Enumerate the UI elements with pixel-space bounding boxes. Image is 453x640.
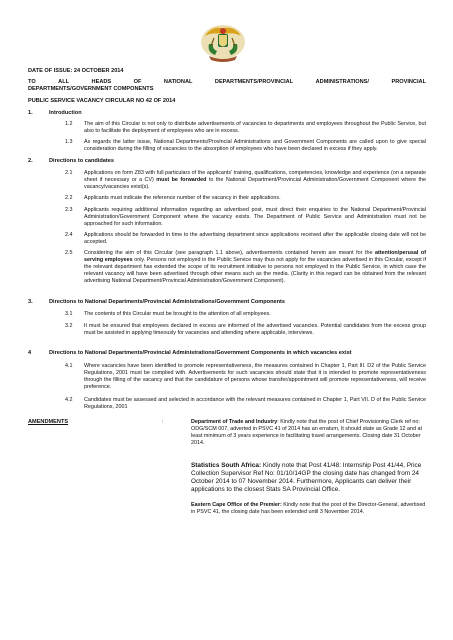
date-of-issue: DATE OF ISSUE: 24 OCTOBER 2014: [28, 68, 124, 74]
paragraph-2-3: Applicants requiring additional information regarding an advertised post, must direct their enquiries to the National Department/Provincial Administration/Government Component where the vacancy exists. The Department of Public Service and Administration must not be approached for such information.: [84, 207, 426, 228]
section-1-number: 1.: [28, 110, 33, 116]
paragraph-3-1: The contents of this Circular must be brought to the attention of all employees.: [84, 311, 271, 317]
addressee-word: ALL: [58, 79, 70, 85]
addressee-word: PROVINCIAL: [391, 79, 426, 85]
paragraph-number: 3.2: [65, 323, 73, 329]
addressee-word: TO: [28, 79, 36, 85]
amendment-item: [191, 419, 427, 447]
addressee-word: DEPARTMENTS/PROVINCIAL: [214, 79, 294, 85]
paragraph-2-1: [84, 170, 426, 191]
paragraph-number: 4.1: [65, 363, 73, 369]
paragraph-number: 4.2: [65, 397, 73, 403]
amendments-label: AMENDMENTS: [28, 419, 69, 425]
amendment-department: Department of Trade and Industry: [191, 419, 278, 425]
amendment-department: Eastern Cape Office of the Premier:: [191, 502, 282, 508]
addressee-line: [28, 79, 426, 86]
paragraph-2-4: Applications should be forwarded in time to the advertising department since applications received after the applicable closing date will not be accepted.: [84, 232, 426, 246]
paragraph-1-3: As regards the latter issue, National Departments/Provincial Administrations and Government Components are called upon to give special consideration during the filling of vacancies to the absorption of employees who have been declared in excess if they apply.: [84, 139, 426, 153]
paragraph-number: 3.1: [65, 311, 73, 317]
paragraph-4-2: Candidates must be assessed and selected in accordance with the relevant measures contained in Chapter 1, Part VII. D of the Public Service Regulations, 2001: [84, 397, 426, 411]
paragraph-1-2: The aim of this Circular is not only to distribute advertisements of vacancies to departments and employees throughout the Public Service, but also to facilitate the deployment of employees who are in excess.: [84, 121, 426, 135]
addressee-word: NATIONAL: [163, 79, 193, 85]
paragraph-number: 2.2: [65, 195, 73, 201]
paragraph-number: 1.2: [65, 121, 73, 127]
addressee-word: HEADS: [91, 79, 112, 85]
section-4-title: Directions to National Departments/Provincial Administrations/Government Components in which vacancies exist: [49, 350, 352, 356]
amendments-colon: :: [162, 419, 164, 425]
amendment-text: Kindly note that the post of the Director-General, advertised in PSVC 41, the closing date has been extended until 3 November 2014.: [191, 502, 426, 516]
section-2-number: 2.: [28, 158, 33, 164]
section-1-title: Introduction: [49, 110, 82, 116]
paragraph-number: 2.4: [65, 232, 73, 238]
paragraph-number: 2.3: [65, 207, 73, 213]
emphasis-text: attention/perusal of serving employees: [84, 250, 426, 264]
text-run: Considering the aim of this Circular (see paragraph 1.1 above), advertisements contained herein are meant for the: [84, 250, 375, 256]
paragraph-number: 2.5: [65, 250, 73, 256]
section-3-number: 3.: [28, 299, 33, 305]
paragraph-2-2: Applicants must indicate the reference number of the vacancy in their applications.: [84, 195, 281, 201]
paragraph-number: 2.1: [65, 170, 73, 176]
amendment-item: [191, 462, 427, 494]
addressee-word: OF: [133, 79, 142, 85]
paragraph-2-5: [84, 250, 426, 285]
section-2-title: Directions to candidates: [49, 158, 114, 164]
text-run: only. Persons not employed in the Public Service may thus not apply for the vacancies advertised in this Circular, except if the relevant department has extended the scope of its recruitment initiative to persons not employed in the Public Service, in which case the relevant vacancy will have been advertised through other means such as the media. (Clarity in this regard can be obtained from the relevant advertising National Department/Provincial Administration/Government Component).: [84, 257, 426, 285]
text-run: to the National Department/Provincial Administration/Government Component where the vacancy/vacancies exist(s).: [84, 177, 426, 191]
emphasis-text: must be forwarded: [156, 177, 207, 184]
paragraph-4-1: Where vacancies have been identified to promote representativeness, the measures contained in Chapter 1, Part III. D2 of the Public Service Regulations, 2001 must be complied with. Advertisements for such vacancies should state that it is intended to promote representativeness through the filling of the vacancy and that the candidature of persons whose transfer/appointment will promote representativeness, will receive preference.: [84, 363, 426, 391]
text-run: Applications on form Z83 with full particulars of the applicants' training, qualifications, competencies, knowledge and experience (on a separate sheet if necessary or a CV): [84, 170, 426, 184]
section-4-number: 4: [28, 350, 32, 356]
amendment-text: Kindly note that Post 41/48: Internship Post 41/44, Price Collection Supervisor Ref No: 01/10/14GP the closing date has changed from 24 October 2014 to 07 November 2014. Furthermore, Applicants can deliver their applications to the closest Stats SA Provincial Office.: [191, 462, 422, 493]
addressee-word: ADMINISTRATIONS/: [315, 79, 369, 85]
amendment-item: [191, 502, 427, 516]
amendment-department: Statistics South Africa:: [191, 462, 262, 469]
circular-title: PUBLIC SERVICE VACANCY CIRCULAR NO 42 OF 2014: [28, 98, 176, 104]
paragraph-3-2: It must be ensured that employees declared in excess are informed of the advertised vacancies. Potential candidates from the excess group must be assisted in applying timeously for vacancies and attending where applicable, interviews.: [84, 323, 426, 337]
paragraph-number: 1.3: [65, 139, 73, 145]
section-3-title: Directions to National Departments/Provincial Administrations/Government Components: [49, 299, 286, 305]
amendment-text: : Kindly note that the post of Chief Provisioning Clerk ref no: ODG/SCM 007, adverted in PSVC 41 of 2014 has an erratum, It should state as Grade 12 and at least minimum of 3 years experience in facilitating travel arrangements. Closing date 31 October 2014.: [191, 419, 423, 447]
addressee-line-2: DEPARTMENTS/GOVERNMENT COMPONENTS: [28, 86, 154, 92]
coat-of-arms-logo: [199, 22, 247, 64]
